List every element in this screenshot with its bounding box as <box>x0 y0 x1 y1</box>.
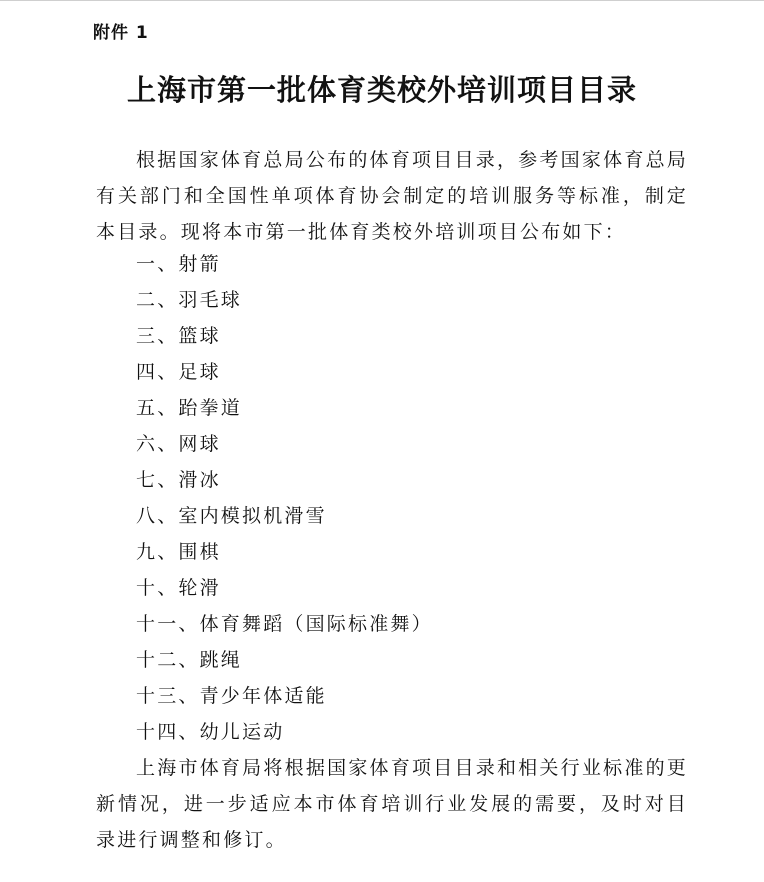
list-item: 十二、跳绳 <box>136 649 243 671</box>
project-list <box>136 246 433 750</box>
list-item: 八、室内模拟机滑雪 <box>136 505 327 527</box>
list-item: 十、轮滑 <box>136 577 221 599</box>
list-item: 五、跆拳道 <box>136 397 243 419</box>
list-item: 十一、体育舞蹈（国际标准舞） <box>136 613 433 635</box>
list-item: 七、滑冰 <box>136 469 221 491</box>
list-item: 二、羽毛球 <box>136 289 243 311</box>
list-item: 十三、青少年体适能 <box>136 685 327 707</box>
list-item: 一、射箭 <box>136 253 221 275</box>
document-title: 上海市第一批体育类校外培训项目目录 <box>126 73 637 107</box>
intro-paragraph: 根据国家体育总局公布的体育项目目录，参考国家体育总局有关部门和全国性单项体育协会制定的培训服务等标准，制定本目录。现将本市第一批体育类校外培训项目公布如下： <box>96 149 688 243</box>
list-item: 六、网球 <box>136 433 221 455</box>
closing-paragraph: 上海市体育局将根据国家体育项目目录和相关行业标准的更新情况，进一步适应本市体育培训行业发展的需要，及时对目录进行调整和修订。 <box>96 757 688 851</box>
list-item: 四、足球 <box>136 361 221 383</box>
attachment-label: 附件 1 <box>93 23 149 43</box>
list-item: 三、篮球 <box>136 325 221 347</box>
list-item: 十四、幼儿运动 <box>136 721 285 743</box>
list-item: 九、围棋 <box>136 541 221 563</box>
page-top-border <box>0 0 764 1</box>
